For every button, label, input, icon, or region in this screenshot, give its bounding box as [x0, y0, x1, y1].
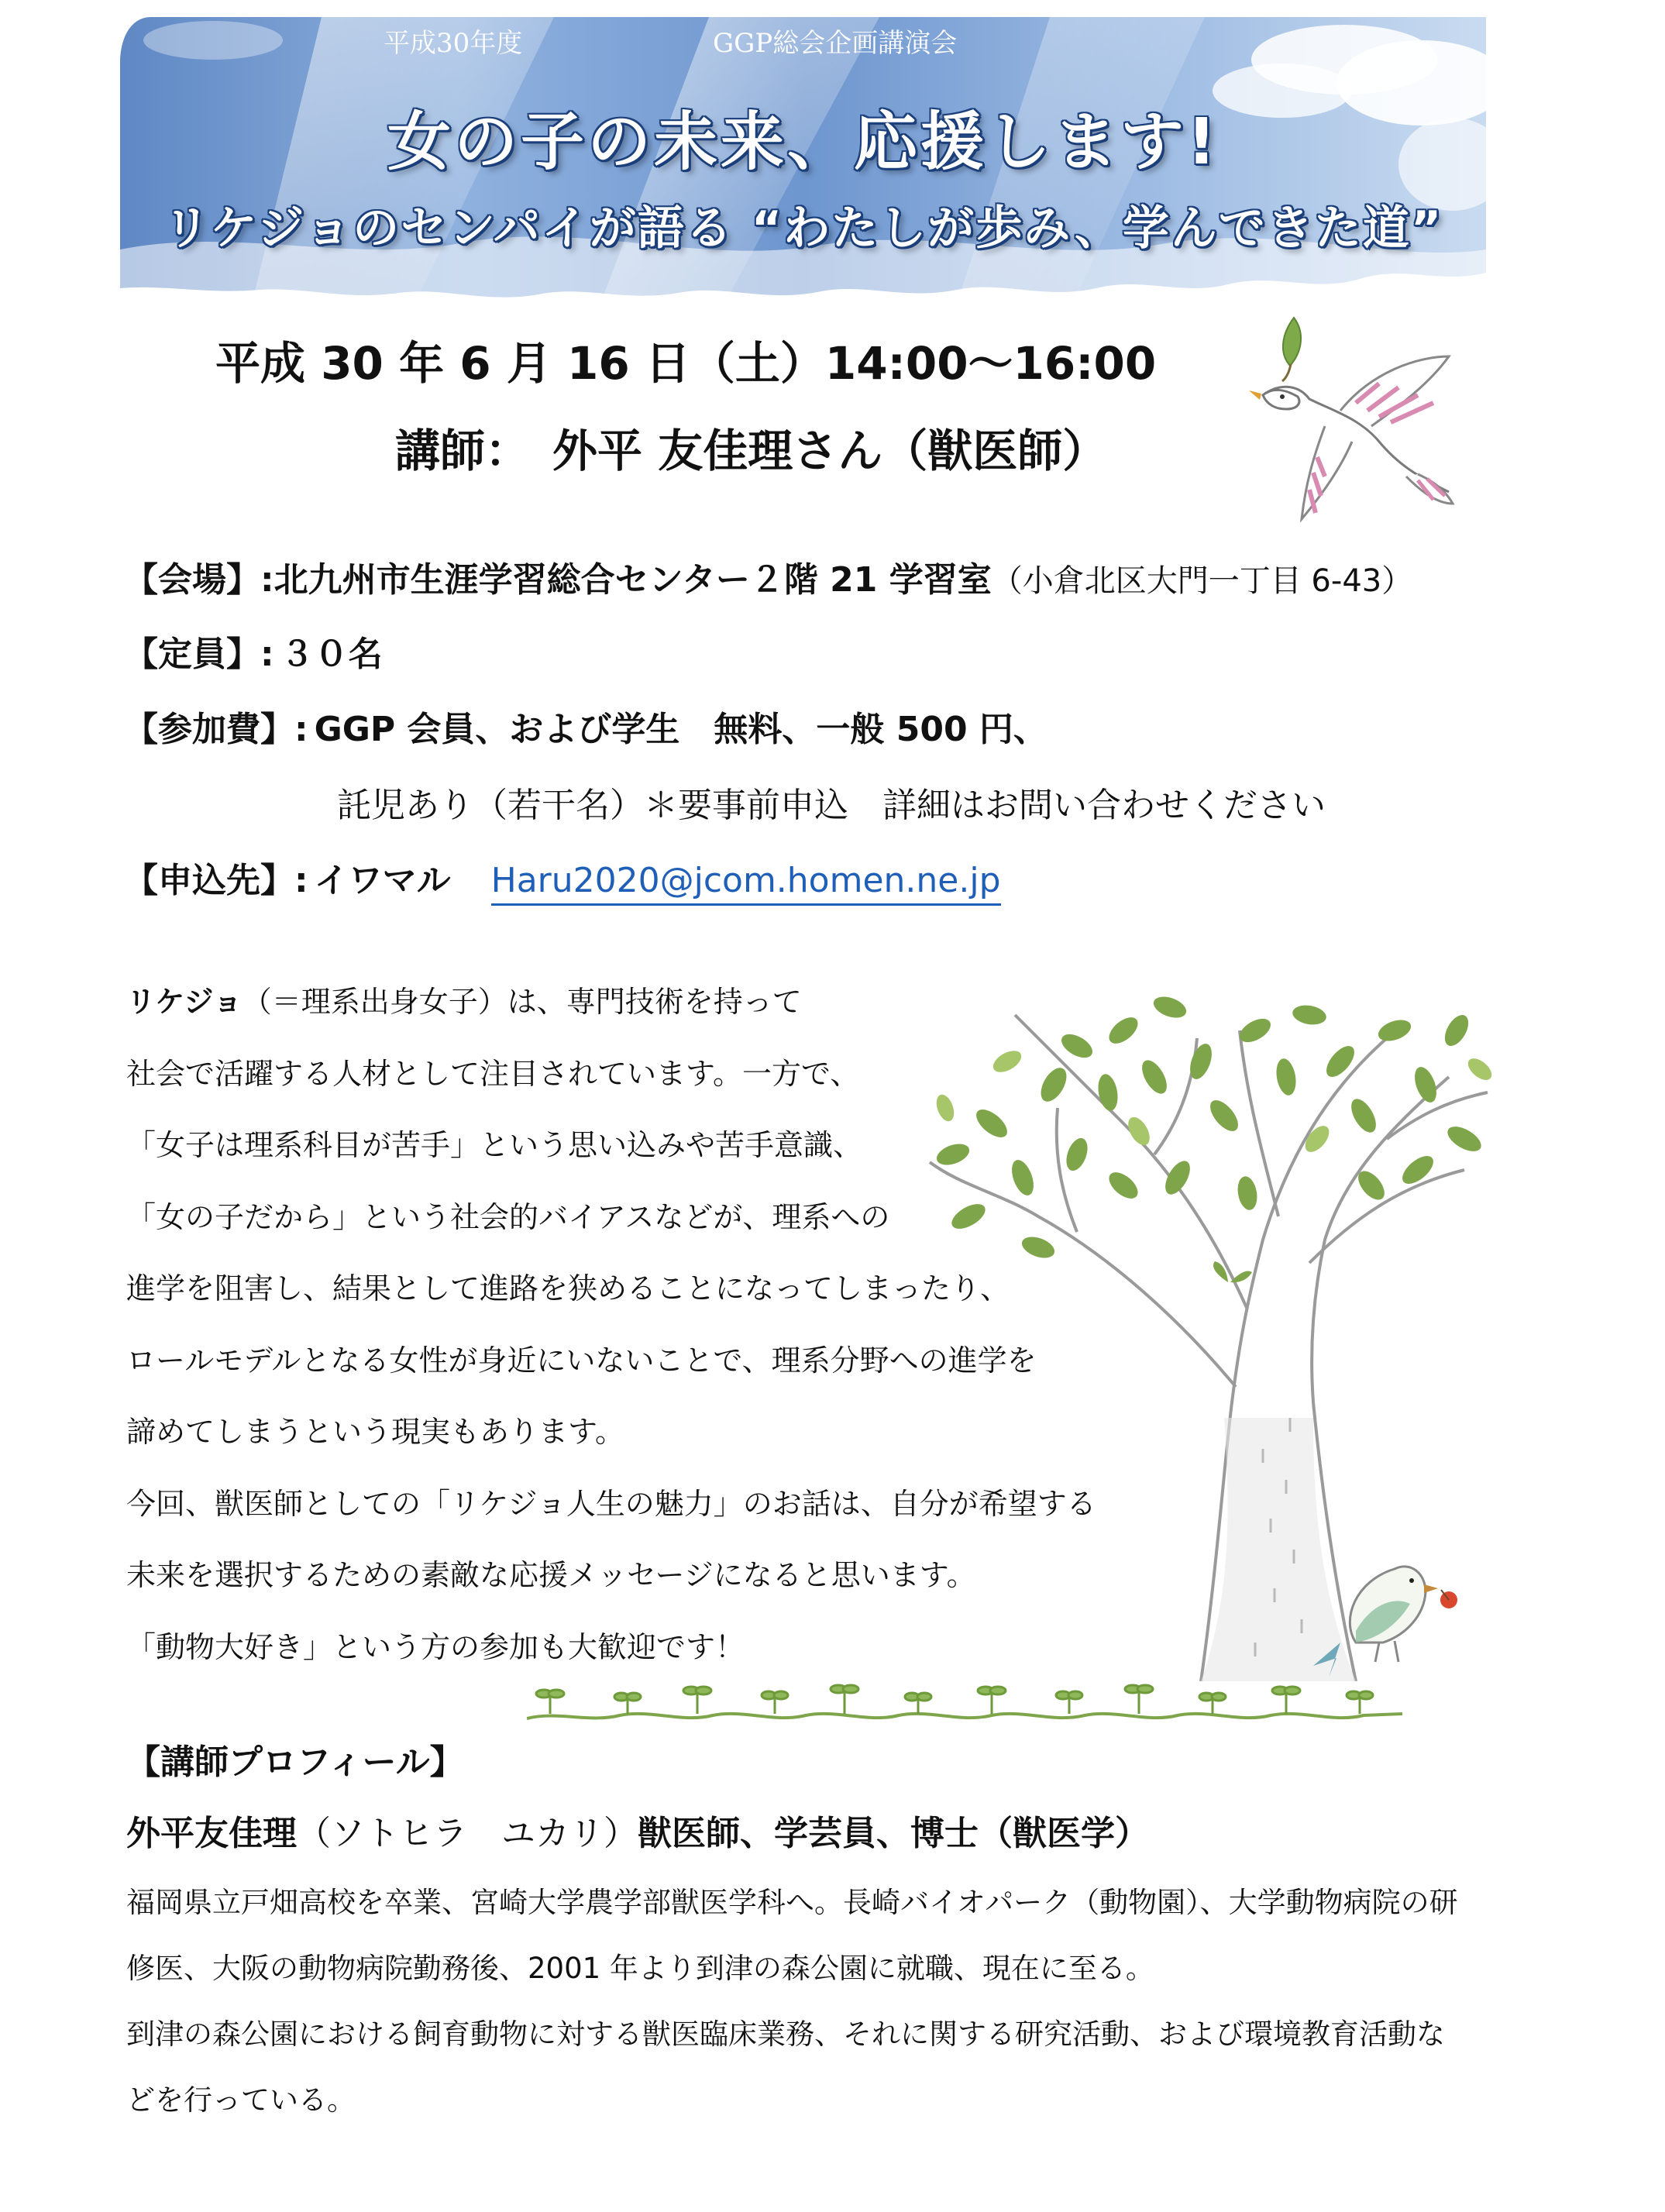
- childcare-note: 託児あり（若干名）＊要事前申込 詳細はお問い合わせください: [337, 786, 1326, 825]
- venue-label: 【会場】:: [124, 560, 274, 600]
- intro-line-7: 諦めてしまうという現実もあります。: [126, 1415, 624, 1449]
- venue-value: 北九州市生涯学習総合センター２階 21 学習室: [273, 560, 992, 600]
- lecturer-line: 講師： 外平 友佳理さん（獣医師）: [395, 425, 1108, 477]
- intro-line-10: 「動物大好き」という方の参加も大歓迎です！: [126, 1630, 745, 1664]
- lecturer-titles: 獣医師、学芸員、博士（獣医学）: [638, 1814, 1149, 1853]
- capacity-label: 【定員】:: [124, 635, 274, 674]
- sprout-border: [527, 1666, 1402, 1728]
- rikejo-term: リケジョ: [126, 985, 243, 1019]
- capacity-value: ３０名: [280, 635, 383, 674]
- intro-line-5: 進学を阻害し、結果として進路を狭めることになってしまったり、: [126, 1271, 1010, 1306]
- capacity-row: [124, 626, 383, 676]
- venue-row: [124, 552, 1412, 601]
- profile-heading: 【講師プロフィール】: [126, 1742, 464, 1782]
- venue-address: （小倉北区大門一丁目 6-43）: [991, 563, 1413, 599]
- profile-name-line: [126, 1805, 1149, 1855]
- contact-email-link[interactable]: Haru2020@jcom.homen.ne.jp: [491, 861, 1001, 906]
- intro-line-6: ロールモデルとなる女性が身近にいないことで、理系分野への進学を: [126, 1343, 1037, 1378]
- event-type-label: GGP総会企画講演会: [713, 28, 958, 59]
- contact-row: [124, 852, 1001, 902]
- fee-row: [124, 701, 1048, 751]
- fee-value: GGP 会員、および学生 無料、一般 500 円、: [314, 710, 1048, 749]
- contact-label: 【申込先】:: [124, 861, 308, 900]
- intro-line-3: 「女子は理系科目が苦手」という思い込みや苦手意識、: [126, 1128, 863, 1162]
- contact-name: イワマル: [314, 861, 451, 900]
- profile-paragraph-1-line-1: 福岡県立戸畑高校を卒業、宮崎大学農学部獣医学科へ。長崎バイオパーク（動物園）、大学動物病院の研: [126, 1886, 1458, 1919]
- header-banner: [120, 17, 1486, 304]
- intro-line-1: リケジョ（＝理系出身女子）は、専門技術を持って: [126, 985, 802, 1019]
- fiscal-year-label: 平成30年度: [384, 28, 523, 59]
- tree-illustration: [922, 984, 1495, 1681]
- fee-label: 【参加費】:: [124, 710, 308, 749]
- profile-paragraph-2-line-2: どを行っている。: [126, 2083, 356, 2117]
- lecturer-name: 外平友佳理: [126, 1814, 297, 1853]
- intro-line-8: 今回、獣医師としての「リケジョ人生の魅力」のお話は、自分が希望する: [126, 1487, 1096, 1521]
- dove-illustration: [1224, 310, 1457, 527]
- profile-paragraph-1-line-2: 修医、大阪の動物病院勤務後、2001 年より到津の森公園に就職、現在に至る。: [126, 1952, 1154, 1985]
- banner-title: 女の子の未来、応援します!: [387, 105, 1220, 179]
- intro-line-9: 未来を選択するための素敵な応援メッセージになると思います。: [126, 1558, 976, 1592]
- profile-paragraph-2-line-1: 到津の森公園における飼育動物に対する獣医臨床業務、それに関する研究活動、および環境教育活動な: [126, 2018, 1445, 2051]
- intro-line-4: 「女の子だから」という社会的バイアスなどが、理系への: [126, 1200, 890, 1234]
- banner-subtitle: リケジョのセンパイが語る “わたしが歩み、学んできた道”: [163, 201, 1443, 256]
- lecturer-name-reading: （ソトヒラ ユカリ）: [297, 1814, 638, 1853]
- intro-line-2: 社会で活躍する人材として注目されています。一方で、: [126, 1057, 860, 1091]
- event-datetime: 平成 30 年 6 月 16 日（土）14:00～16:00: [215, 337, 1157, 390]
